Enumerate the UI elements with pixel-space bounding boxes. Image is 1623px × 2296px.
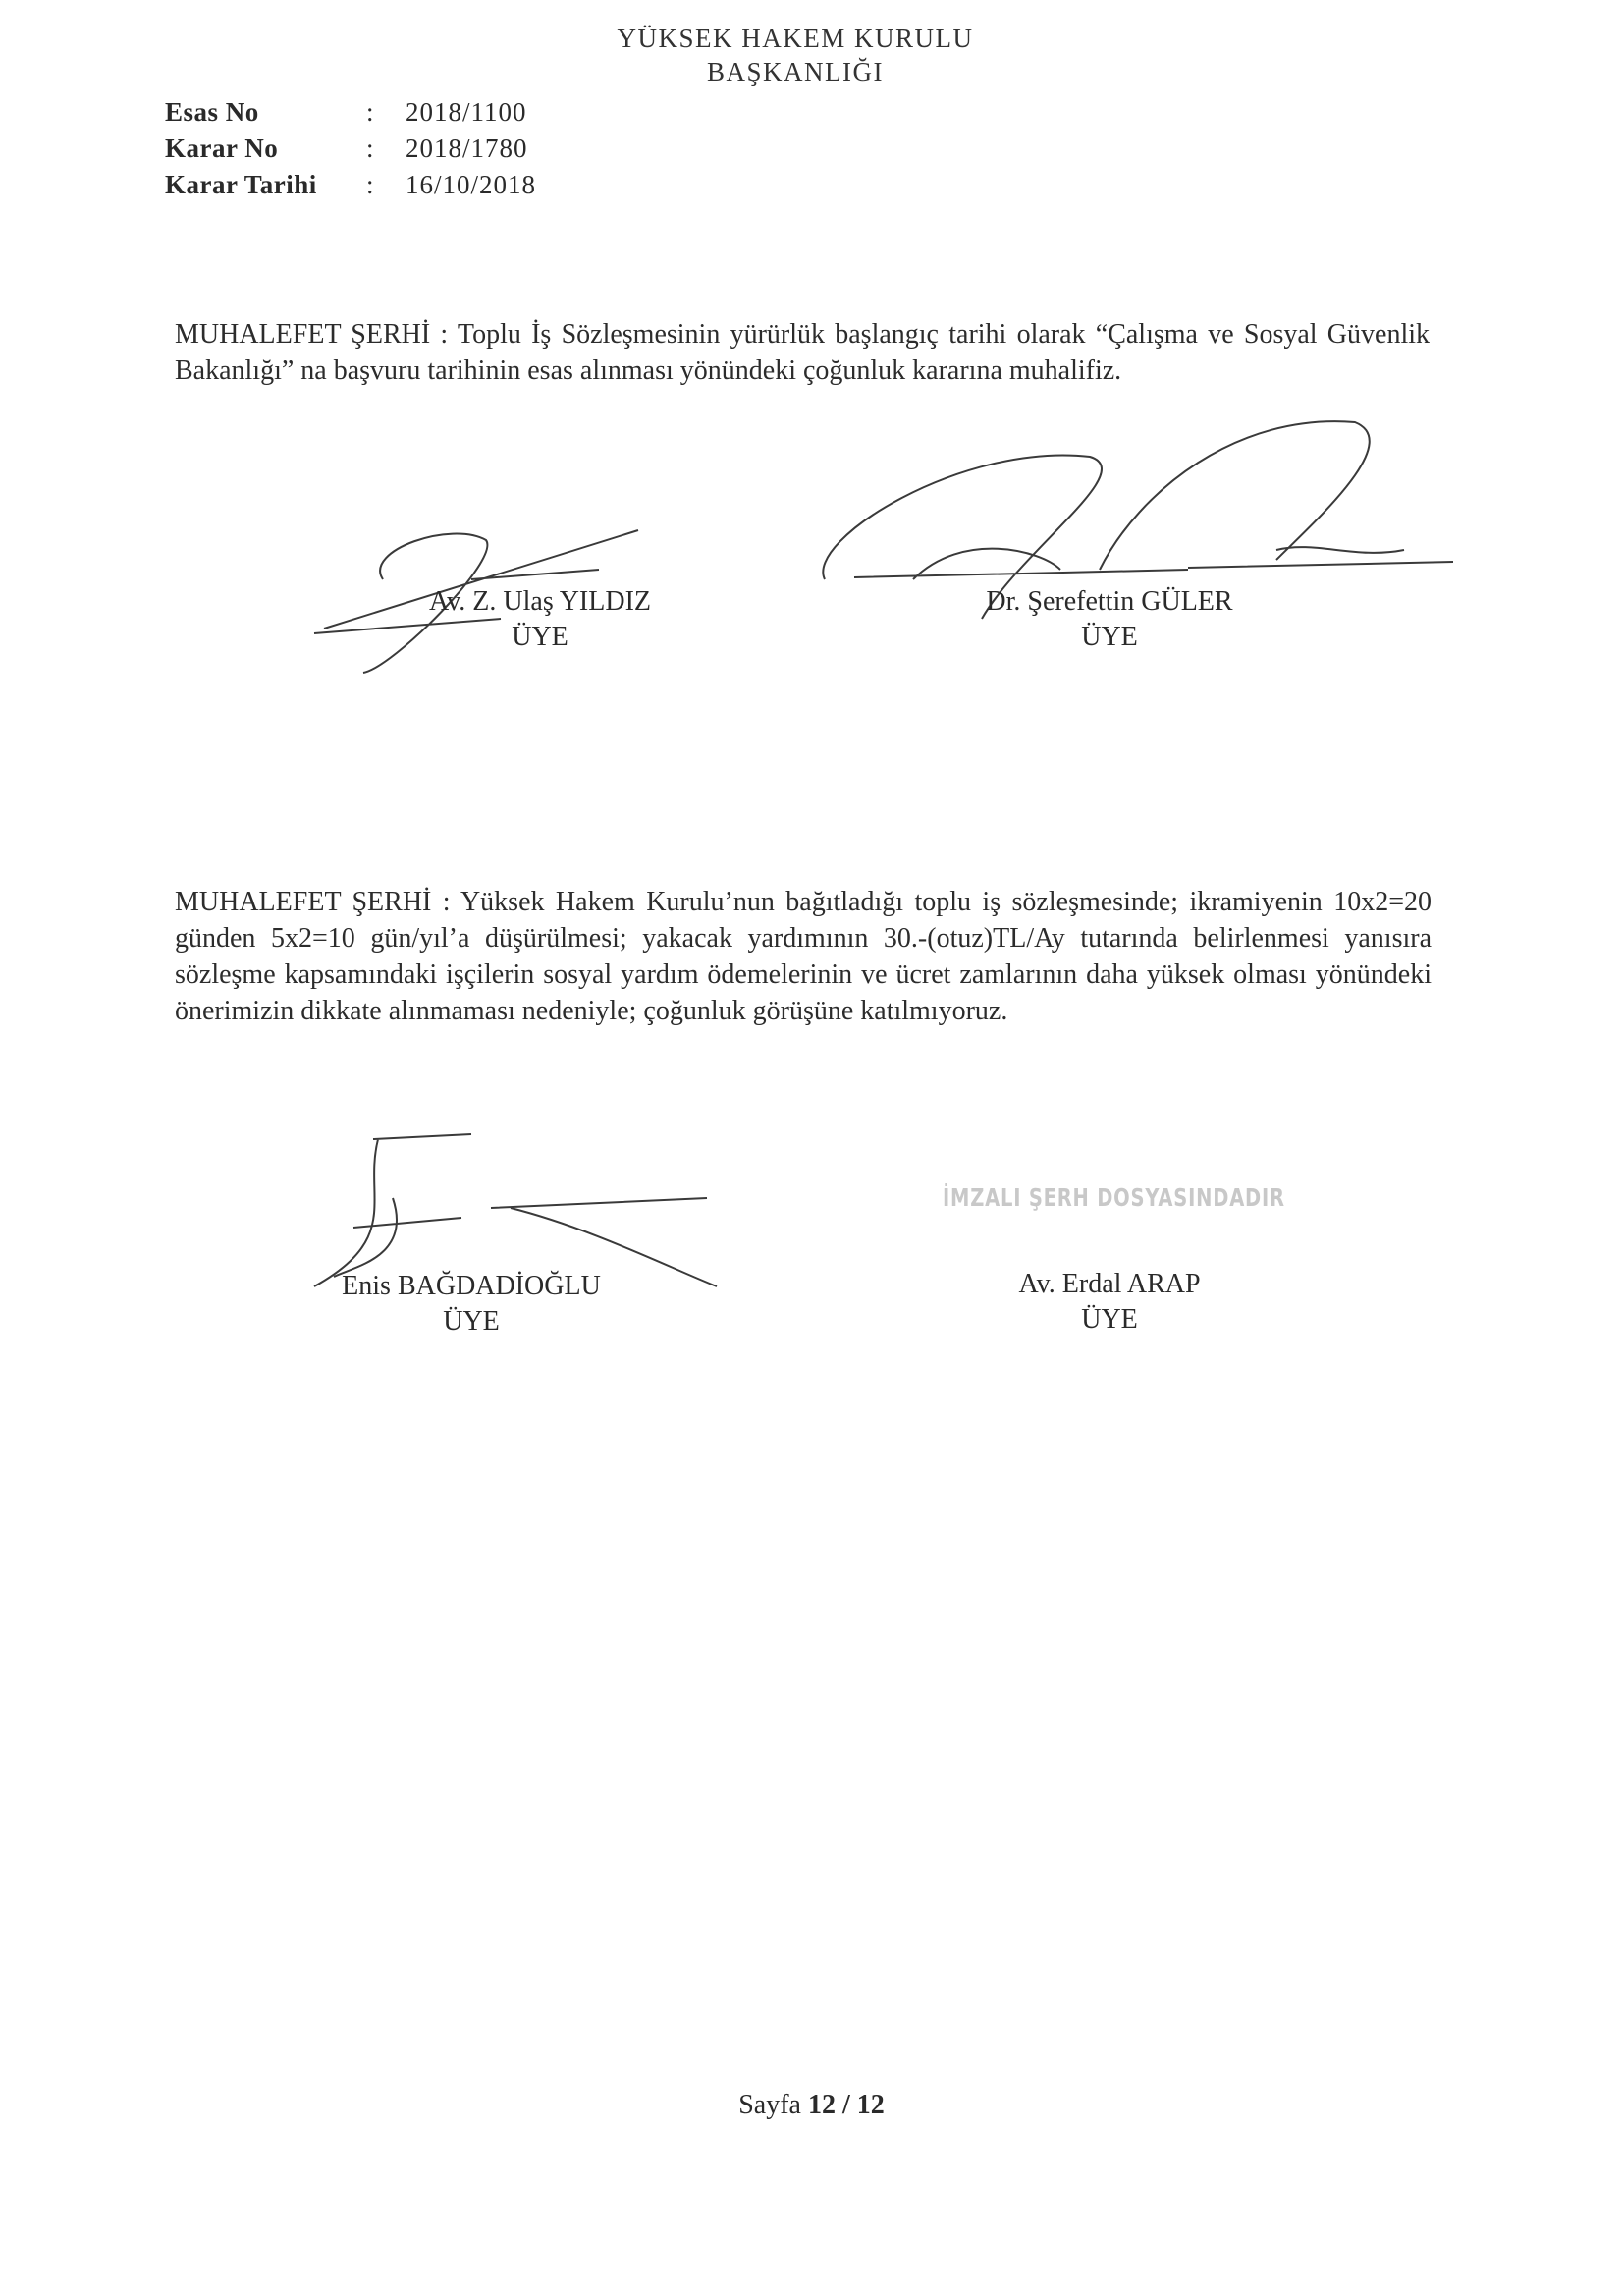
institution-header [550,22,1041,88]
meta-row-tarih [165,167,536,203]
signatory-bagdadioglu [265,1269,677,1339]
signatory-name: Dr. Şerefettin GÜLER [986,586,1233,617]
signatory-yildiz [334,584,746,655]
meta-value: 2018/1100 [406,97,527,127]
signatory-name: Enis BAĞDADİOĞLU [342,1271,601,1301]
meta-key: Karar No [165,134,279,163]
institution-name: YÜKSEK HAKEM KURULU [617,24,974,53]
signatory-name: Av. Z. Ulaş YILDIZ [428,586,651,617]
meta-key: Karar Tarihi [165,170,317,199]
meta-sep: : [366,97,374,127]
meta-sep: : [366,170,374,199]
signatory-role: ÜYE [512,622,568,652]
signatory-role: ÜYE [1081,622,1138,652]
signatory-role: ÜYE [443,1306,500,1337]
meta-row-esas [165,94,536,131]
page-label: Sayfa [738,2090,808,2120]
case-meta [165,94,536,203]
meta-sep: : [366,134,374,163]
meta-value: 16/10/2018 [406,170,537,199]
dissent-paragraph-2: MUHALEFET ŞERHİ : Yüksek Hakem Kurulu’nun bağıtladığı toplu iş sözleşmesinde; ikramiyenin 10x2=20 günden 5x2=10 gün/yıl’a düşürülmesi; yakacak yardımının 30.-(otuz)TL/Ay tutarında belirlenmesi yanısıra sözleşme kapsamındaki işçilerin sosyal yardım ödemelerinin ve ücret zamlarının daha yüksek olması yönündeki önerimizin dikkate alınmaması nedeniyle; çoğunluk görüşüne katılmıyoruz. [175,887,1432,1026]
meta-key: Esas No [165,97,259,127]
signatory-guler [903,584,1316,655]
meta-value: 2018/1780 [406,134,528,163]
signatory-name: Av. Erdal ARAP [1018,1269,1201,1299]
signatory-role: ÜYE [1081,1304,1138,1335]
page-footer [0,2090,1623,2121]
dissent-paragraph-1: MUHALEFET ŞERHİ : Toplu İş Sözleşmesinin yürürlük başlangıç tarihi olarak “Çalışma ve Sosyal Güvenlik Bakanlığı” na başvuru tarihinin esas alınması yönündeki çoğunluk kararına muhalifiz. [175,319,1430,386]
meta-row-karar [165,131,536,167]
page-number: 12 / 12 [807,2090,885,2120]
signatory-arap [903,1267,1316,1338]
stamp-text: İMZALI ŞERH DOSYASINDADIR [943,1183,1285,1212]
institution-subtitle: BAŞKANLIĞI [707,57,884,86]
